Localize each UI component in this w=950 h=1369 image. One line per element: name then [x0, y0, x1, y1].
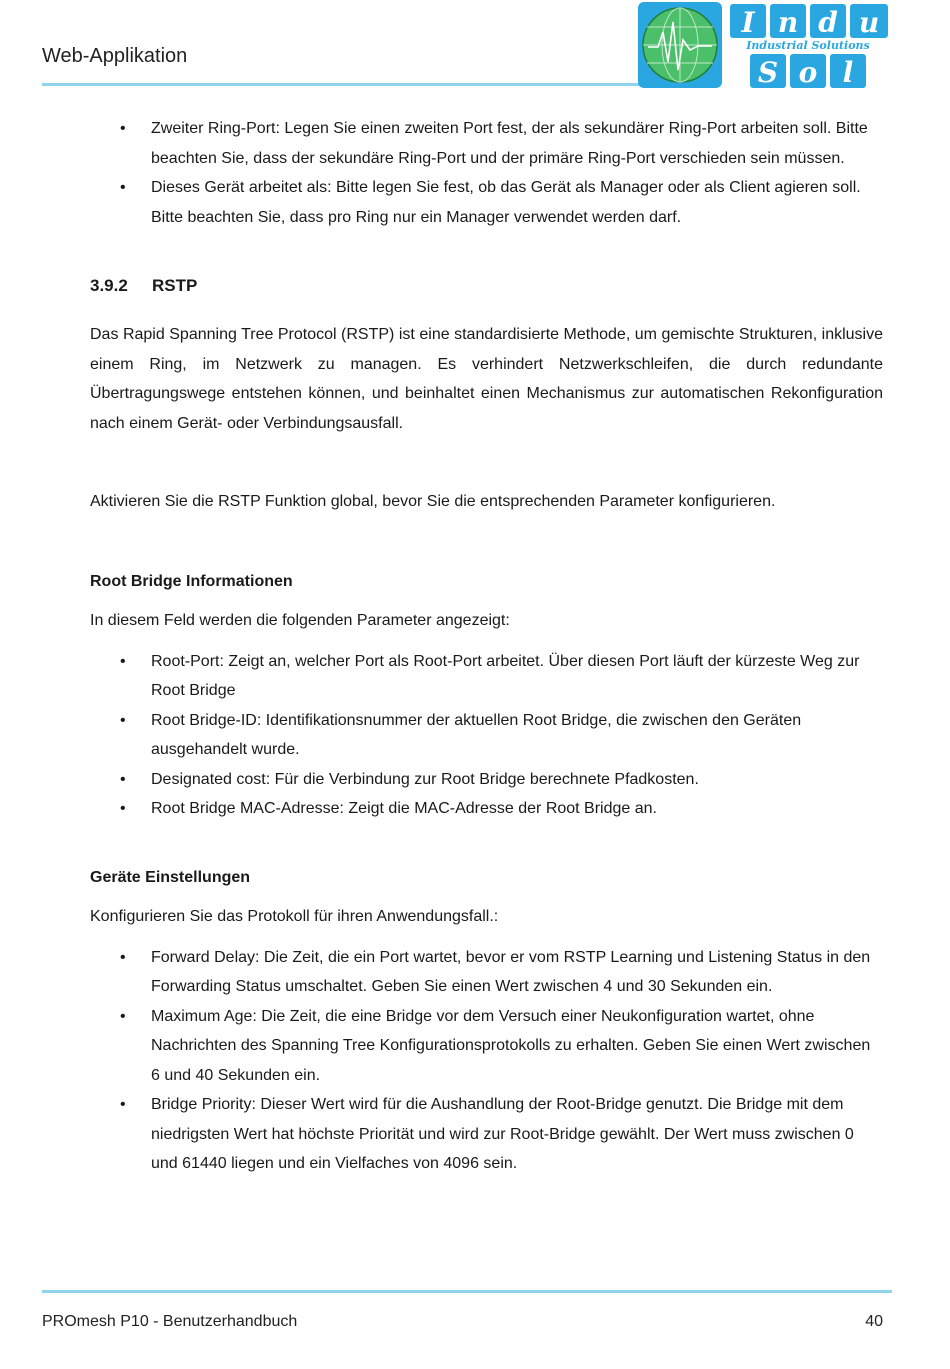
ring-port-bullet-list — [90, 114, 883, 232]
list-item: • Dieses Gerät arbeitet als: Bitte legen Sie fest, ob das Gerät als Manager oder als Client agieren soll. Bitte beachten Sie, dass pro Ring nur ein Manager verwendet werden darf. — [90, 173, 883, 232]
device-settings-bullet-list — [90, 943, 883, 1179]
list-item: • Zweiter Ring-Port: Legen Sie einen zweiten Port fest, der als sekundärer Ring-Port arbeiten soll. Bitte beachten Sie, dass der sekundäre Ring-Port und der primäre Ring-Port verschieden sein müssen. — [90, 114, 883, 173]
list-item: • Root Bridge-ID: Identifikationsnummer der aktuellen Root Bridge, die zwischen den Geräten ausgehandelt wurde. — [90, 706, 883, 765]
svg-text:I: I — [741, 6, 755, 39]
svg-text:d: d — [818, 6, 838, 39]
page-header-title: Web-Applikation — [42, 45, 188, 67]
indusol-logo — [638, 2, 894, 88]
svg-text:o: o — [798, 56, 818, 88]
logo-bottom-letters — [750, 54, 866, 88]
section-title: RSTP — [152, 276, 198, 295]
footer-page-number: 40 — [865, 1313, 883, 1330]
logo-tagline: Industrial Solutions — [746, 39, 870, 52]
device-settings-intro: Konfigurieren Sie das Protokoll für ihren Anwendungsfall.: — [90, 908, 499, 925]
device-settings-heading: Geräte Einstellungen — [90, 868, 251, 886]
activate-rstp-paragraph: Aktivieren Sie die RSTP Funktion global, bevor Sie die entsprechenden Parameter konfigurieren. — [90, 493, 776, 510]
list-item: • Root-Port: Zeigt an, welcher Port als Root-Port arbeitet. Über diesen Port läuft der kürzeste Weg zur Root Bridge — [90, 647, 883, 706]
list-item: • Maximum Age: Die Zeit, die eine Bridge vor dem Versuch einer Neukonfiguration wartet, ohne Nachrichten des Spanning Tree Konfigurationsprotokolls zu erhalten. Geben Sie einen Wert zwischen 6 und 40 Sekunden ein. — [90, 1002, 883, 1091]
header-divider — [42, 83, 640, 86]
root-bridge-intro: In diesem Feld werden die folgenden Parameter angezeigt: — [90, 612, 510, 629]
page-content — [90, 114, 883, 1179]
logo-top-letters — [730, 4, 888, 39]
list-item: • Forward Delay: Die Zeit, die ein Port wartet, bevor er vom RSTP Learning und Listening Status in den Forwarding Status umschaltet. Geben Sie einen Wert zwischen 4 und 30 Sekunden ein. — [90, 943, 883, 1002]
section-heading — [90, 271, 883, 300]
rstp-intro-paragraph: Das Rapid Spanning Tree Protocol (RSTP) ist eine standardisierte Methode, um gemischte Strukturen, inklusive einem Ring, im Netzwerk zu managen. Es verhindert Netzwerkschleifen, die durch redundante Übertragungswege entstehen können, und beinhaltet einen Mechanismus zur automatischen Rekonfiguration nach einem Gerät- oder Verbindungsausfall. — [90, 326, 883, 432]
svg-text:l: l — [842, 56, 854, 88]
list-item: • Bridge Priority: Dieser Wert wird für die Aushandlung der Root-Bridge genutzt. Die Bridge mit dem niedrigsten Wert hat höchste Priorität und wird zur Root-Bridge gewählt. Der Wert muss zwischen 0 und 61440 liegen und ein Vielfaches von 4096 sein. — [90, 1090, 883, 1179]
svg-text:S: S — [757, 56, 779, 88]
svg-text:n: n — [777, 6, 799, 39]
root-bridge-bullet-list — [90, 647, 883, 824]
footer-document-title: PROmesh P10 - Benutzerhandbuch — [42, 1313, 298, 1330]
svg-text:u: u — [858, 6, 880, 39]
section-number: 3.9.2 — [90, 276, 128, 295]
list-item: • Designated cost: Für die Verbindung zur Root Bridge berechnete Pfadkosten. — [90, 765, 883, 795]
list-item: • Root Bridge MAC-Adresse: Zeigt die MAC-Adresse der Root Bridge an. — [90, 794, 883, 824]
footer-divider — [42, 1290, 892, 1293]
root-bridge-heading: Root Bridge Informationen — [90, 572, 293, 590]
